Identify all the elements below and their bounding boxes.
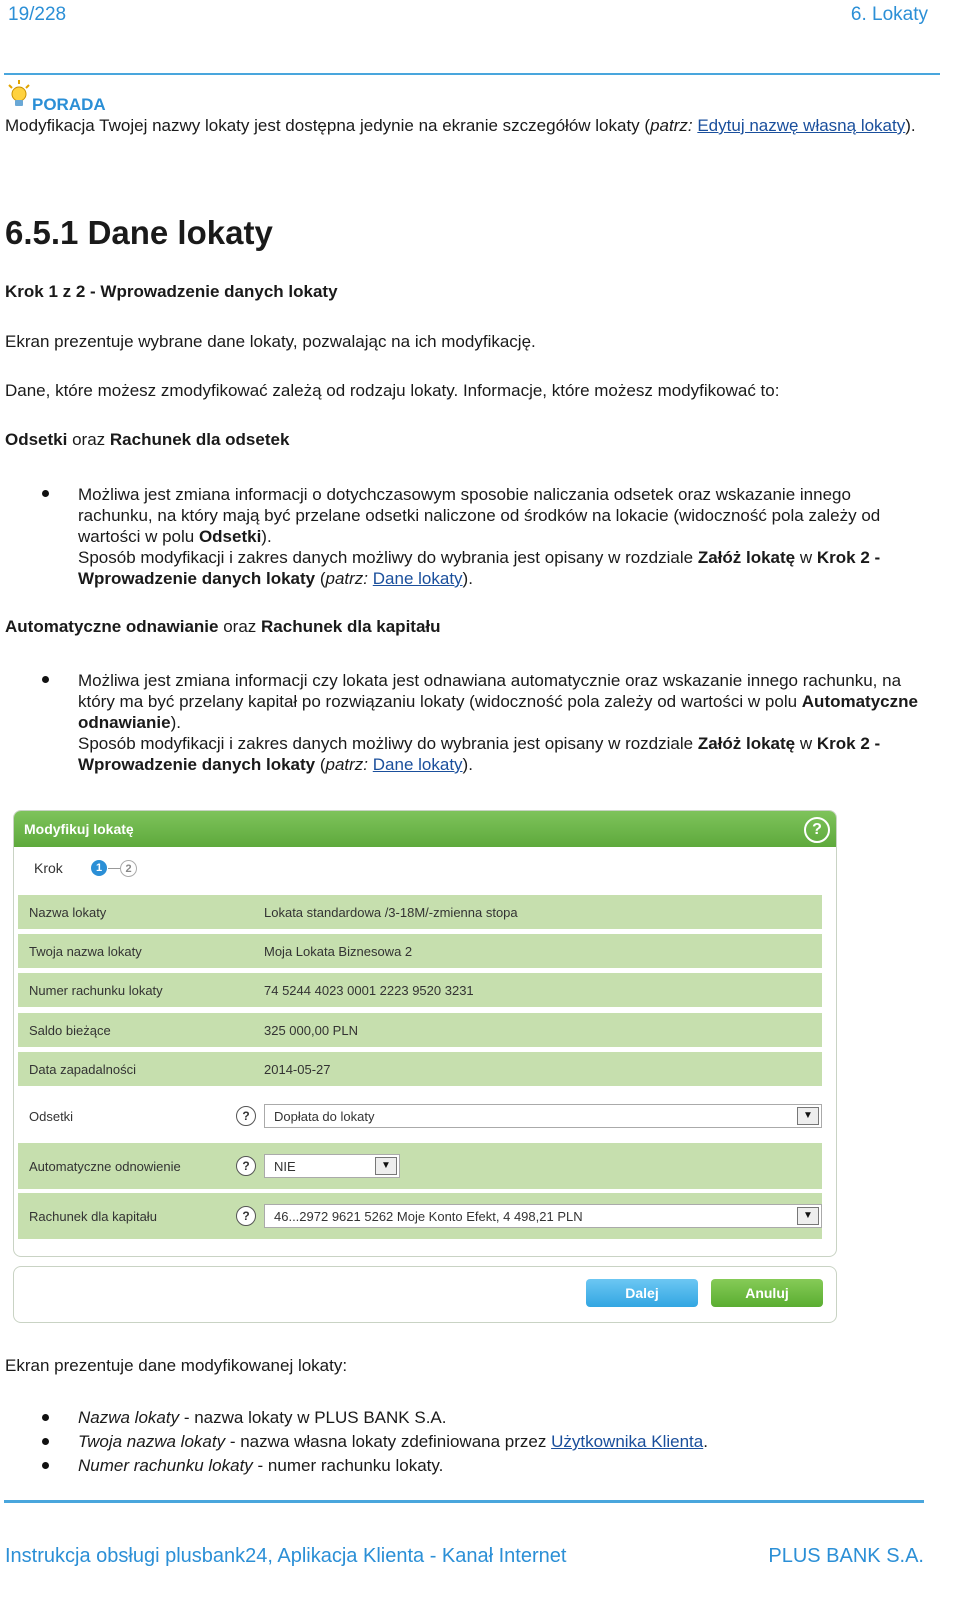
step-heading: Krok 1 z 2 - Wprowadzenie danych lokaty — [5, 282, 338, 301]
row-label: Twoja nazwa lokaty — [29, 944, 142, 959]
bullet-dot — [42, 1414, 49, 1421]
panel-title: Modyfikuj lokatę — [24, 821, 134, 837]
row-value: Lokata standardowa /3-18M/-zmienna stopa — [264, 905, 518, 920]
button-panel — [13, 1266, 837, 1323]
tip-label: PORADA — [32, 95, 106, 114]
panel-header — [14, 811, 836, 847]
section-title: 6.5.1 Dane lokaty — [5, 214, 273, 251]
group1-description: Możliwa jest zmiana informacji o dotychczasowym sposobie naliczania odsetek oraz wskazanie innego rachunku, na który mają być przelane odsetki naliczone od środków na lokacie (widoczność pola zależy od wartości w polu Odsetki). Sposób modyfikacji i zakres danych możliwy do wybrania jest opisany w rozdziale Załóż lokatę w Krok 2 - Wprowadzenie danych lokaty (patrz: Dane lokaty). — [78, 485, 881, 588]
row-deposit-name — [18, 895, 822, 929]
row-account-number — [18, 973, 822, 1007]
row-maturity-date — [18, 1052, 822, 1086]
step-connector — [108, 868, 120, 869]
row-capital-account — [18, 1193, 822, 1239]
row-label: Saldo bieżące — [29, 1023, 111, 1038]
list-item: Twoja nazwa lokaty - nazwa własna lokaty zdefiniowana przez Użytkownika Klienta. — [78, 1432, 708, 1451]
list-item: Nazwa lokaty - nazwa lokaty w PLUS BANK S.A. — [78, 1408, 447, 1427]
modify-deposit-panel — [13, 810, 837, 1257]
row-label: Automatyczne odnowienie — [29, 1159, 181, 1174]
footer-company: PLUS BANK S.A. — [768, 1545, 924, 1567]
row-label: Numer rachunku lokaty — [29, 983, 163, 998]
intro-text-2: Dane, które możesz zmodyfikować zależą od rodzaju lokaty. Informacje, które możesz modyfikować to: — [5, 381, 780, 400]
row-value: 74 5244 4023 0001 2223 9520 3231 — [264, 983, 474, 998]
row-value: 325 000,00 PLN — [264, 1023, 358, 1038]
chevron-down-icon[interactable]: ▼ — [797, 1107, 819, 1125]
next-button[interactable]: Dalej — [586, 1279, 698, 1307]
lightbulb-icon — [8, 80, 30, 110]
capital-account-select[interactable]: 46...2972 9621 5262 Moje Konto Efekt, 4 498,21 PLN ▼ — [264, 1204, 822, 1228]
bullet-dot — [42, 676, 49, 683]
row-own-name — [18, 934, 822, 968]
row-label: Data zapadalności — [29, 1062, 136, 1077]
chevron-down-icon[interactable]: ▼ — [797, 1207, 819, 1225]
client-user-link[interactable]: Użytkownika Klienta — [551, 1432, 704, 1451]
tip-text: Modyfikacja Twojej nazwy lokaty jest dostępna jedynie na ekranie szczegółów lokaty (patrz: Edytuj nazwę własną lokaty). — [5, 116, 916, 135]
header-divider — [4, 73, 940, 75]
row-auto-renewal — [18, 1143, 822, 1189]
bullet-dot — [42, 1462, 49, 1469]
bullet-dot — [42, 1438, 49, 1445]
help-icon[interactable]: ? — [236, 1106, 256, 1126]
row-balance — [18, 1013, 822, 1047]
auto-renewal-select[interactable]: NIE ▼ — [264, 1154, 400, 1178]
step-label: Krok — [34, 860, 63, 876]
help-icon[interactable]: ? — [236, 1156, 256, 1176]
dane-lokaty-link[interactable]: Dane lokaty — [372, 569, 463, 588]
list-item: Numer rachunku lokaty - numer rachunku lokaty. — [78, 1456, 444, 1475]
help-icon[interactable]: ? — [236, 1206, 256, 1226]
footer-document-title: Instrukcja obsługi plusbank24, Aplikacja Klienta - Kanał Internet — [5, 1545, 567, 1567]
help-icon[interactable]: ? — [804, 817, 830, 843]
dane-lokaty-link[interactable]: Dane lokaty — [372, 755, 463, 774]
bullet-dot — [42, 490, 49, 497]
chevron-down-icon[interactable]: ▼ — [375, 1157, 397, 1175]
screen-description: Ekran prezentuje dane modyfikowanej lokaty: — [5, 1356, 348, 1375]
row-interest — [18, 1093, 822, 1139]
page-number: 19/228 — [8, 4, 67, 25]
interest-select[interactable]: Dopłata do lokaty ▼ — [264, 1104, 822, 1128]
chapter-title: 6. Lokaty — [850, 4, 928, 25]
footer-divider — [4, 1500, 924, 1503]
edit-name-link[interactable]: Edytuj nazwę własną lokaty — [697, 116, 906, 135]
step-1-indicator: 1 — [91, 860, 107, 876]
row-value: 2014-05-27 — [264, 1062, 331, 1077]
cancel-button[interactable]: Anuluj — [711, 1279, 823, 1307]
intro-text-1: Ekran prezentuje wybrane dane lokaty, pozwalając na ich modyfikację. — [5, 332, 536, 351]
group1-title: Odsetki oraz Rachunek dla odsetek — [5, 430, 290, 449]
row-label: Nazwa lokaty — [29, 905, 107, 920]
step-2-indicator: 2 — [120, 860, 137, 877]
group2-title: Automatyczne odnawianie oraz Rachunek dla kapitału — [5, 617, 441, 636]
row-value: Moja Lokata Biznesowa 2 — [264, 944, 413, 959]
group2-description: Możliwa jest zmiana informacji czy lokata jest odnawiana automatycznie oraz wskazanie innego rachunku, na który ma być przelany kapitał po rozwiązaniu lokaty (widoczność pola zależy od wartości w polu Automatyczne odnawianie). Sposób modyfikacji i zakres danych możliwy do wybrania jest opisany w rozdziale Załóż lokatę w Krok 2 - Wprowadzenie danych lokaty (patrz: Dane lokaty). — [78, 671, 918, 774]
row-label: Odsetki — [29, 1109, 74, 1124]
row-label: Rachunek dla kapitału — [29, 1209, 157, 1224]
